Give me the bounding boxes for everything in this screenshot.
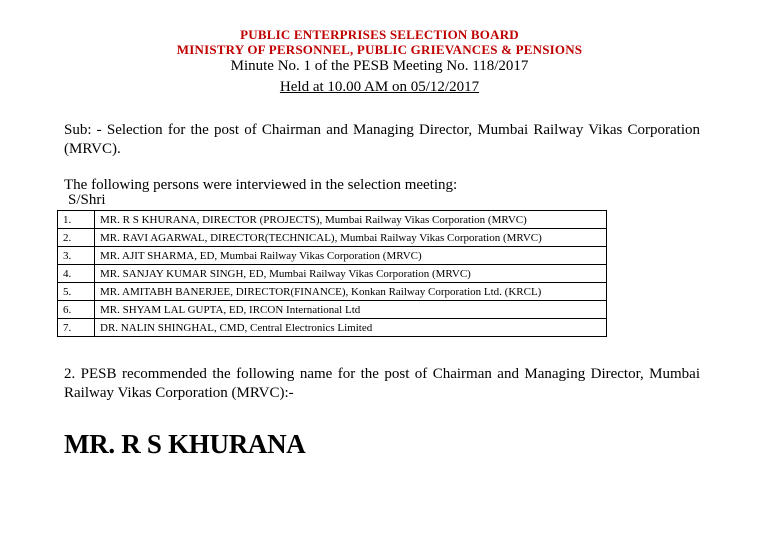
row-number: 7.: [58, 319, 95, 337]
candidate-text: MR. SHYAM LAL GUPTA, ED, IRCON International Ltd: [95, 301, 607, 319]
table-row: [58, 247, 607, 265]
meeting-held-line: [0, 79, 759, 96]
candidates-table: [57, 210, 607, 337]
candidate-text: MR. RAVI AGARWAL, DIRECTOR(TECHNICAL), Mumbai Railway Vikas Corporation (MRVC): [95, 229, 607, 247]
row-number: 3.: [58, 247, 95, 265]
row-number: 6.: [58, 301, 95, 319]
selected-candidate-name: MR. R S KHURANA: [64, 429, 306, 459]
table-row: [58, 301, 607, 319]
table-row: [58, 283, 607, 301]
row-number: 1.: [58, 211, 95, 229]
table-row: [58, 265, 607, 283]
subject-paragraph: Sub: - Selection for the post of Chairman and Managing Director, Mumbai Railway Vikas Corporation (MRVC).: [64, 122, 700, 157]
candidate-text: MR. R S KHURANA, DIRECTOR (PROJECTS), Mumbai Railway Vikas Corporation (MRVC): [95, 211, 607, 229]
salutation: S/Shri: [68, 192, 106, 208]
row-number: 4.: [58, 265, 95, 283]
org-title: PUBLIC ENTERPRISES SELECTION BOARD: [240, 27, 519, 42]
meeting-held-text: Held at 10.00 AM on 05/12/2017: [279, 79, 480, 95]
table-row: [58, 211, 607, 229]
table-row: [58, 319, 607, 337]
candidate-text: DR. NALIN SHINGHAL, CMD, Central Electronics Limited: [95, 319, 607, 337]
candidate-text: MR. AMITABH BANERJEE, DIRECTOR(FINANCE), Konkan Railway Corporation Ltd. (KRCL): [95, 283, 607, 301]
table-row: [58, 229, 607, 247]
intro-paragraph: The following persons were interviewed in the selection meeting:: [64, 177, 458, 193]
ministry-title: MINISTRY OF PERSONNEL, PUBLIC GRIEVANCES & PENSIONS: [176, 42, 583, 57]
row-number: 5.: [58, 283, 95, 301]
minute-line: Minute No. 1 of the PESB Meeting No. 118/2017: [230, 58, 529, 74]
row-number: 2.: [58, 229, 95, 247]
candidate-text: MR. AJIT SHARMA, ED, Mumbai Railway Vikas Corporation (MRVC): [95, 247, 607, 265]
recommendation-paragraph: 2. PESB recommended the following name for the post of Chairman and Managing Director, Mumbai Railway Vikas Corporation (MRVC):-: [64, 366, 700, 401]
candidate-text: MR. SANJAY KUMAR SINGH, ED, Mumbai Railway Vikas Corporation (MRVC): [95, 265, 607, 283]
